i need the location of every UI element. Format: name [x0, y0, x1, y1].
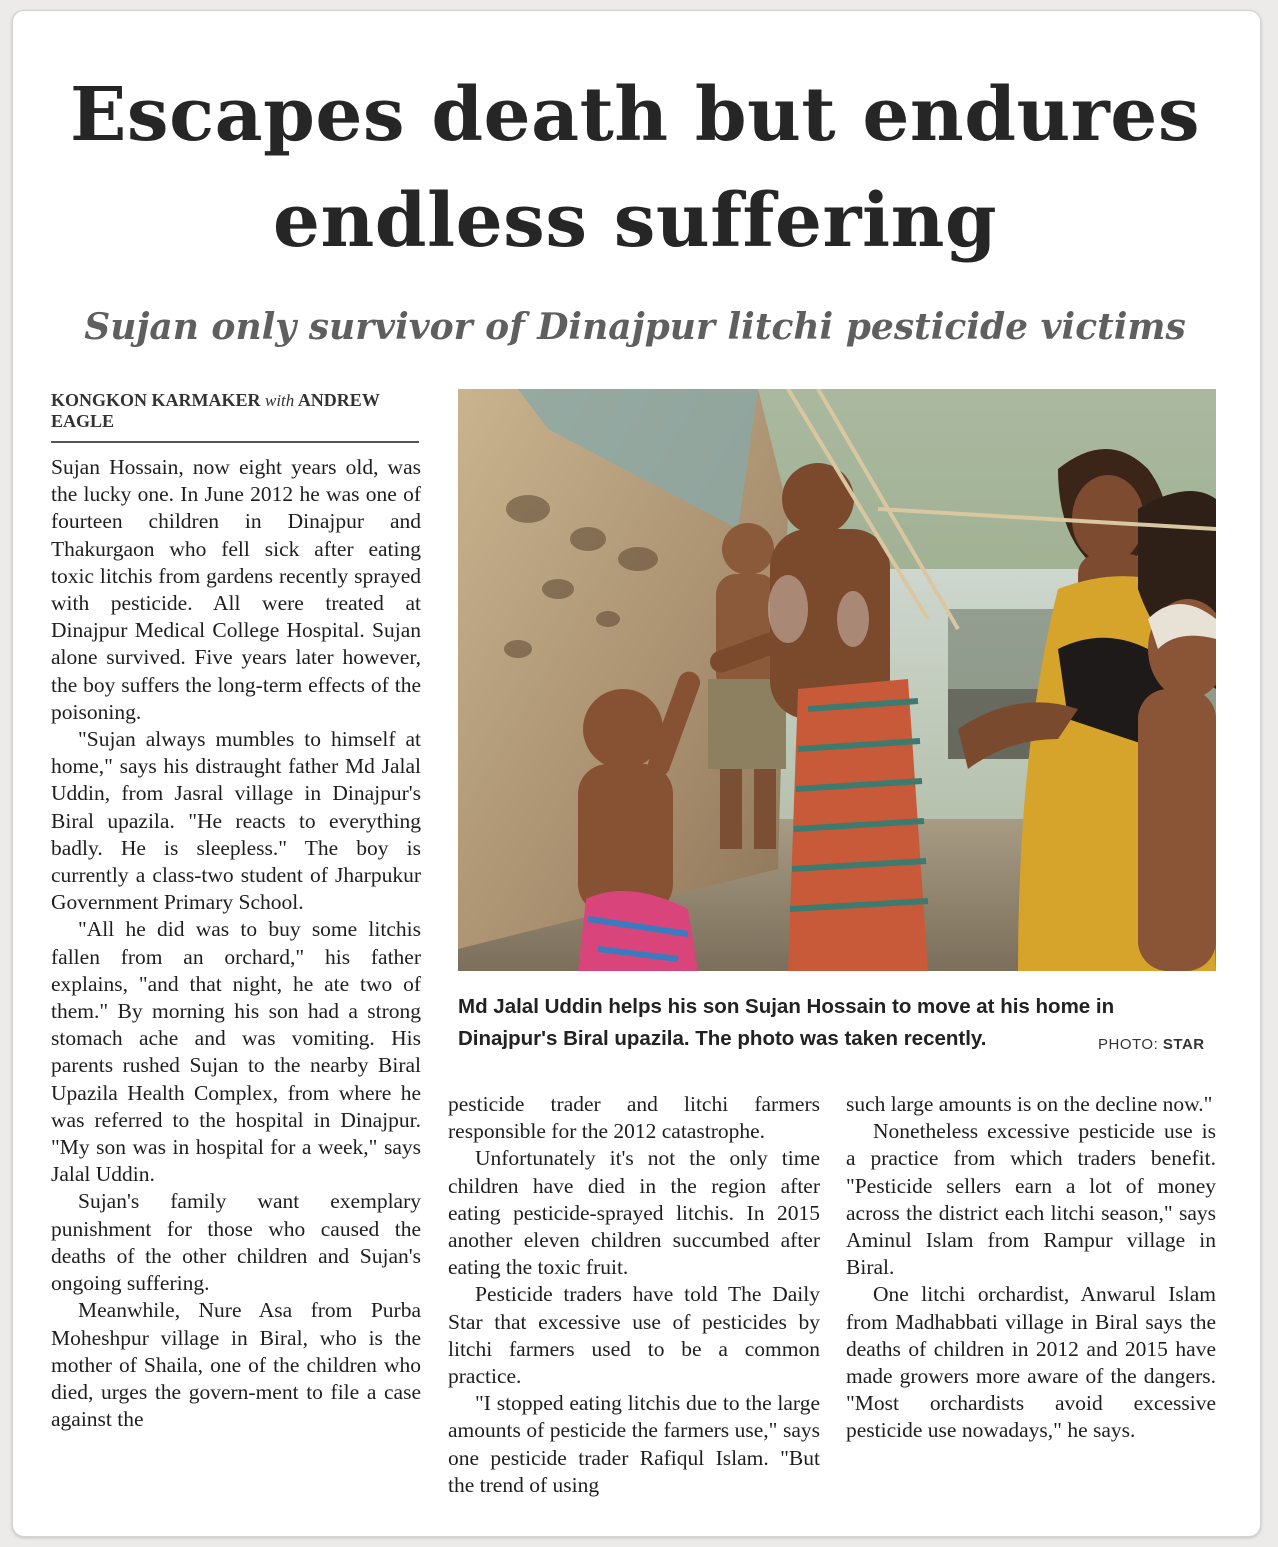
paragraph: Pesticide traders have told The Daily Star that excessive use of pesticides by litchi farmers used to be a common practice.	[448, 1282, 820, 1389]
paragraph: pesticide trader and litchi farmers responsible for the 2012 catastrophe.	[448, 1092, 820, 1144]
news-photo	[458, 389, 1216, 971]
article-column-1	[51, 454, 421, 1433]
article-column-3	[846, 1091, 1216, 1445]
paragraph: "I stopped eating litchis due to the large amounts of pesticide the farmers use," says one pesticide trader Rafiqul Islam. "But the trend of using	[448, 1391, 820, 1497]
paragraph: One litchi orchardist, Anwarul Islam from Madhabbati village in Biral says the deaths of children in 2012 and 2015 have made growers more aware of the dangers. "Most orchardists avoid excessive pesticide use nowadays," he says.	[846, 1282, 1216, 1443]
headline: Escapes death but endures endless suffering	[70, 72, 1200, 264]
paragraph: Sujan Hossain, now eight years old, was the lucky one. In June 2012 he was one of fourteen children in Dinajpur and Thakurgaon who fell sick after eating toxic litchis from gardens recently sprayed with pesticide. All were treated at Dinajpur Medical College Hospital. Sujan alone survived. Five years later however, the boy suffers the long-term effects of the poisoning.	[51, 455, 421, 724]
paragraph: Unfortunately it's not the only time children have died in the region after eating pesticide-sprayed litchis. In 2015 another eleven children succumbed after eating the toxic fruit.	[448, 1146, 820, 1280]
byline-divider	[51, 441, 419, 443]
byline-connector: with	[265, 391, 295, 410]
paragraph: "Sujan always mumbles to himself at home," says his distraught father Md Jalal Uddin, from Jasral village in Dinajpur's Biral upazila. "He reacts to everything badly. He is sleepless." The boy is currently a class-two student of Jharpukur Government Primary School.	[51, 727, 421, 915]
photo-credit	[1098, 1036, 1205, 1053]
paragraph: Sujan's family want exemplary punishment for those who caused the deaths of the other children and Sujan's ongoing suffering.	[51, 1189, 421, 1296]
photo-credit-label: PHOTO:	[1098, 1036, 1159, 1053]
paragraph: "All he did was to buy some litchis fallen from an orchard," his father explains, "and that night, he ate two of them." By morning his son had a strong stomach ache and was vomiting. His parents rushed Sujan to the nearby Biral Upazila Health Complex, from where he was referred to the hospital in Dinajpur. "My son was in hospital for a week," says Jalal Uddin.	[51, 917, 421, 1187]
byline	[51, 390, 419, 431]
photo-caption: Md Jalal Uddin helps his son Sujan Hossain to move at his home in Dinajpur's Biral upazila. The photo was taken recently.	[458, 995, 1115, 1050]
photo-illustration	[458, 389, 1216, 971]
paragraph: Meanwhile, Nure Asa from Purba Moheshpur village in Biral, who is the mother of Shaila, one of the children who died, urges the govern-ment to file a case against the	[51, 1298, 421, 1432]
subheadline: Sujan only survivor of Dinajpur litchi pesticide victims	[84, 306, 1186, 348]
photo-credit-source: STAR	[1162, 1036, 1205, 1053]
article-column-2	[448, 1091, 820, 1499]
paragraph: such large amounts is on the decline now."	[846, 1092, 1213, 1116]
byline-author-2: ANDREW EAGLE	[51, 390, 380, 431]
byline-author-1: KONGKON KARMAKER	[51, 390, 261, 410]
paragraph: Nonetheless excessive pesticide use is a practice from which traders benefit. "Pesticide sellers earn a lot of money across the district each litchi season," says Aminul Islam from Rampur village in Biral.	[846, 1119, 1216, 1280]
